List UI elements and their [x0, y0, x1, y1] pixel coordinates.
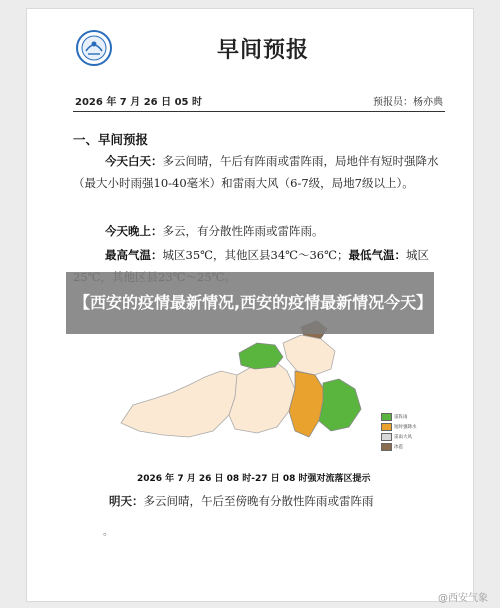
tonight-text: 多云，有分散性阵雨或雷阵雨。: [162, 224, 324, 238]
map-region-north-green: [239, 343, 283, 369]
legend-swatch: [381, 433, 392, 441]
legend-label: 短时强降水: [394, 425, 417, 430]
tomorrow-label: 明天：: [109, 494, 144, 508]
forecast-map: [113, 313, 393, 453]
legend-swatch: [381, 413, 392, 421]
headline-banner: 【西安的疫情最新情况,西安的疫情最新情况今天】: [66, 272, 434, 334]
max-temp-text: 城区35℃，其他区县34℃～36℃；: [162, 248, 349, 262]
today-day-paragraph: [73, 150, 453, 194]
tonight-paragraph: [73, 220, 453, 242]
legend-label: 雷雨大风: [394, 435, 412, 440]
map-region-east-green: [319, 379, 361, 431]
section-title: 一、早间预报: [73, 132, 149, 147]
legend-label: 雷阵雨: [394, 415, 408, 420]
legend-item: [381, 443, 417, 451]
min-temp-text: 城区: [406, 248, 429, 262]
meteorological-logo-icon: [75, 29, 113, 67]
today-day-text: 多云间晴，午后有阵雨或雷阵雨，局地伴有短时强降水（最大小时雨强10-40毫米）和雷雨大风（6-7级，局地7级以上）。: [73, 154, 439, 190]
forecaster-name: 预报员：杨亦典: [373, 97, 443, 108]
today-day-label: 今天白天：: [105, 154, 163, 168]
map-region-northeast: [283, 335, 335, 375]
min-temp-label: 最低气温：: [348, 248, 406, 262]
max-temp-label: 最高气温：: [105, 248, 163, 262]
forecast-date: 2026 年 7 月 26 日 05 时: [75, 97, 202, 108]
trailing-mark: 。: [103, 527, 113, 538]
map-caption: 2026 年 7 月 26 日 08 时-27 日 08 时强对流落区提示: [137, 474, 371, 484]
legend-item: [381, 413, 417, 421]
watermark: @西安气象: [438, 593, 488, 604]
header-divider: [73, 111, 445, 112]
page-title: 早间预报: [217, 37, 310, 63]
map-region-orange: [289, 371, 325, 437]
tomorrow-paragraph: [109, 493, 374, 509]
legend-item: [381, 433, 417, 441]
legend-swatch: [381, 443, 392, 451]
map-region-center: [229, 361, 295, 433]
tomorrow-text: 多云间晴，午后至傍晚有分散性阵雨或雷阵雨: [143, 494, 374, 508]
map-region-west: [121, 371, 237, 437]
map-legend: [381, 413, 417, 453]
tonight-label: 今天晚上：: [105, 224, 163, 238]
legend-item: [381, 423, 417, 431]
legend-label: 冰雹: [394, 445, 403, 450]
legend-swatch: [381, 423, 392, 431]
